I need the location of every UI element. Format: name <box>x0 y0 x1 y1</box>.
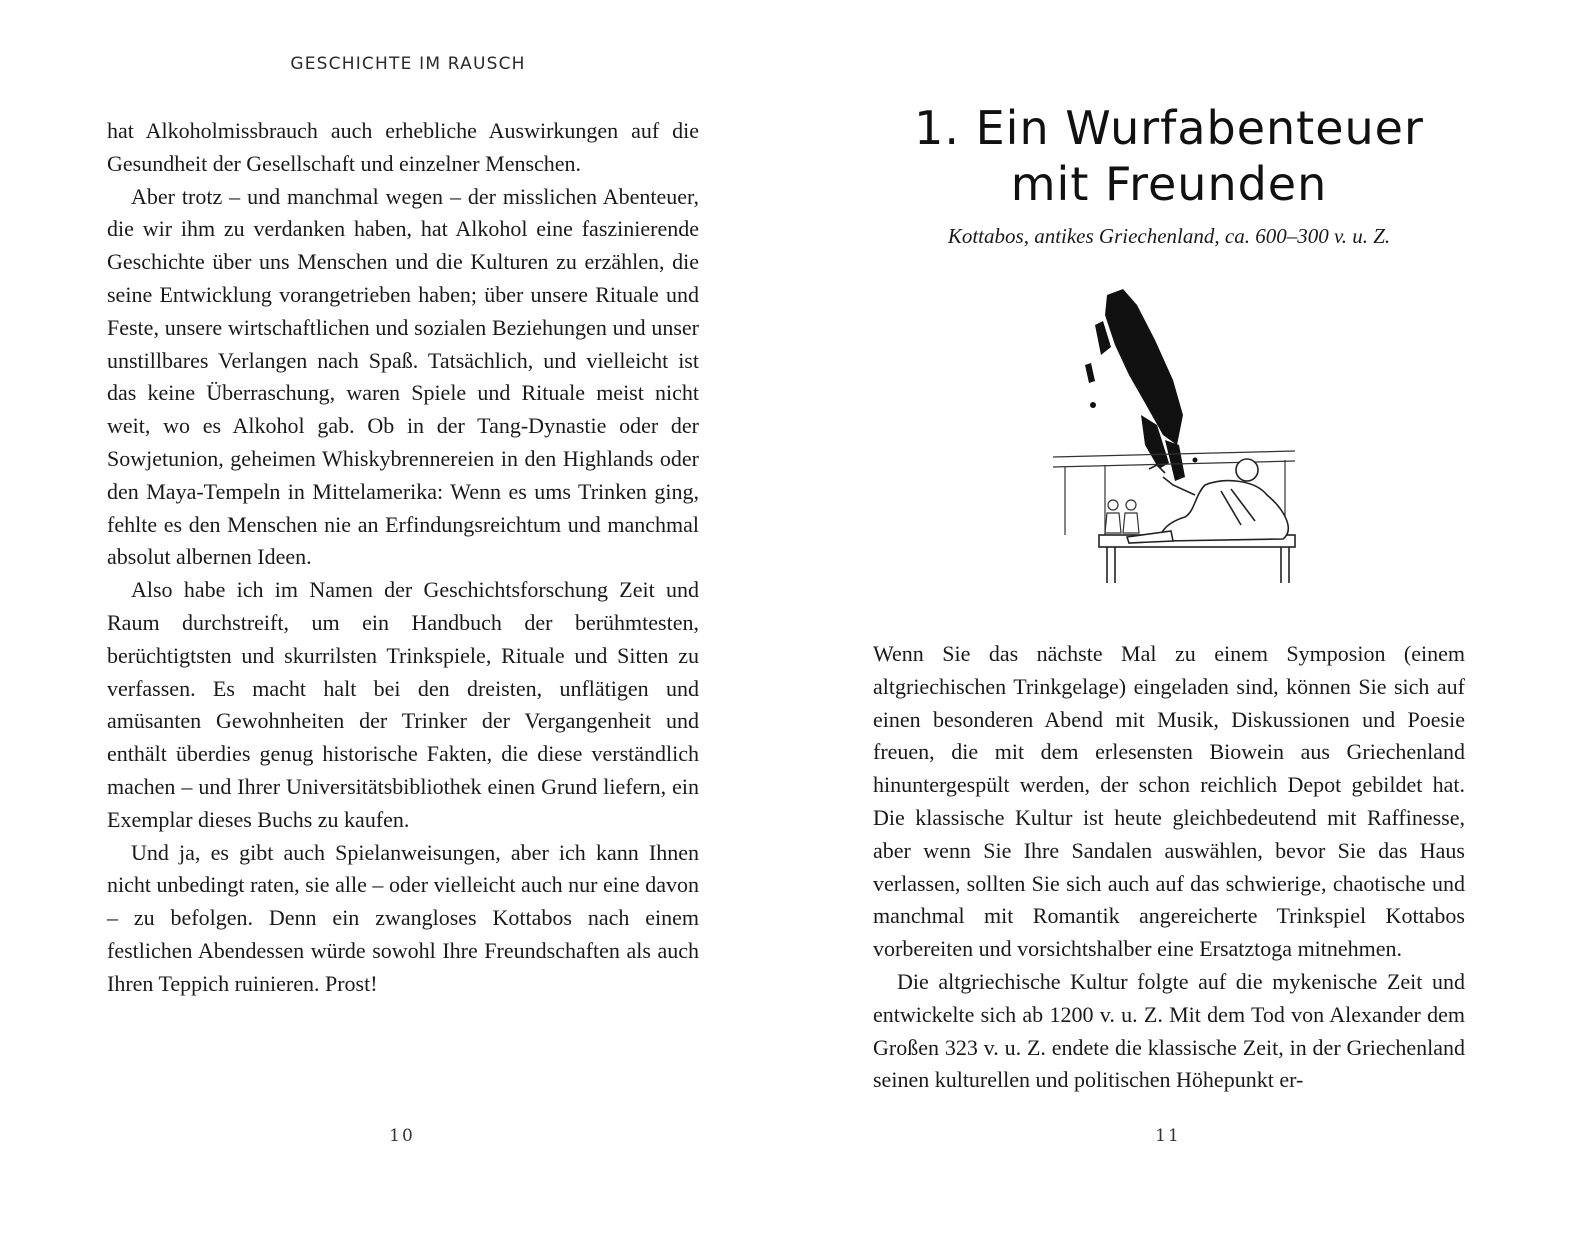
chapter-title-line: mit Freunden <box>1010 157 1328 211</box>
reclining-greek-drinker-illustration <box>1045 285 1305 595</box>
page-number: 10 <box>389 1126 415 1146</box>
right-page <box>797 0 1594 1240</box>
chapter-title <box>873 100 1465 212</box>
chapter-title-line: 1. Ein Wurfabenteuer <box>914 101 1424 155</box>
page-number: 11 <box>1155 1126 1181 1146</box>
paragraph: Also habe ich im Namen der Geschichtsforschung Zeit und Raum durchstreift, um ein Handbuch der berühmtesten, berüchtigtsten und skurrilsten Trinkspiele, Rituale und Sitten zu verfassen. Es macht halt bei den dreisten, unflätigen und amüsanten Gewohnheiten der Trinker der Vergangenheit und enthält überdies genug historische Fakten, die diese verständlich machen – und Ihrer Universitätsbibliothek einen Grund liefern, ein Exemplar dieses Buchs zu kaufen. <box>107 577 699 832</box>
paragraph: Wenn Sie das nächste Mal zu einem Symposion (einem altgriechischen Trinkgelage) eingeladen sind, können Sie sich auf einen besonderen Abend mit Musik, Diskussionen und Poesie freuen, die mit dem erlesensten Biowein aus Griechenland hinuntergespült werden, der schon reichlich Depot gebildet hat. Die klassische Kultur ist heute gleichbedeutend mit Raffinesse, aber wenn Sie Ihre Sandalen auswählen, bevor Sie das Haus verlassen, sollten Sie sich auch auf das schwierige, chaotische und manchmal mit Romantik angereicherte Trinkspiel Kottabos vorbereiten und vorsichtshalber eine Ersatztoga mitnehmen. <box>873 641 1465 962</box>
left-body-text <box>107 115 699 1001</box>
right-body-text <box>873 638 1465 1097</box>
paragraph: Die altgriechische Kultur folgte auf die mykenische Zeit und entwickelte sich ab 1200 v. u. Z. Mit dem Tod von Alexander dem Großen 323 v. u. Z. endete die klassische Zeit, in der Griechenland seinen kulturellen und politischen Höhepunkt er- <box>873 968 1465 1093</box>
paragraph: Und ja, es gibt auch Spielanweisungen, aber ich kann Ihnen nicht unbedingt raten, sie alle – oder vielleicht auch nur eine davon – zu befolgen. Denn ein zwangloses Kottabos nach einem festlichen Abendessen würde sowohl Ihre Freundschaften als auch Ihren Teppich ruinieren. Prost! <box>107 839 699 996</box>
chapter-subtitle: Kottabos, antikes Griechenland, ca. 600–300 v. u. Z. <box>947 224 1391 248</box>
paragraph: Aber trotz – und manchmal wegen – der misslichen Abenteuer, die wir ihm zu verdanken haben, hat Alkohol eine faszinierende Geschichte über uns Menschen und die Kulturen zu erzählen, die seine Entwicklung vorangetrieben haben; über unsere Rituale und Feste, unsere wirtschaftlichen und sozialen Beziehungen und unser unstillbares Verlangen nach Spaß. Tatsächlich, und vielleicht ist das keine Überraschung, waren Spiele und Rituale meist nicht weit, wo es Alkohol gab. Ob in der Tang-Dynastie oder der Sowjetunion, geheimen Whiskybrennereien in den Highlands oder den Maya-Tempeln in Mittelamerika: Wenn es ums Trinken ging, fehlte es den Menschen nie an Erfindungsreichtum und manchmal absolut albernen Ideen. <box>107 183 699 570</box>
running-head: GESCHICHTE IM RAUSCH <box>290 54 526 74</box>
paragraph: hat Alkoholmissbrauch auch erhebliche Auswirkungen auf die Gesundheit der Gesellschaft und einzelner Menschen. <box>107 118 699 176</box>
